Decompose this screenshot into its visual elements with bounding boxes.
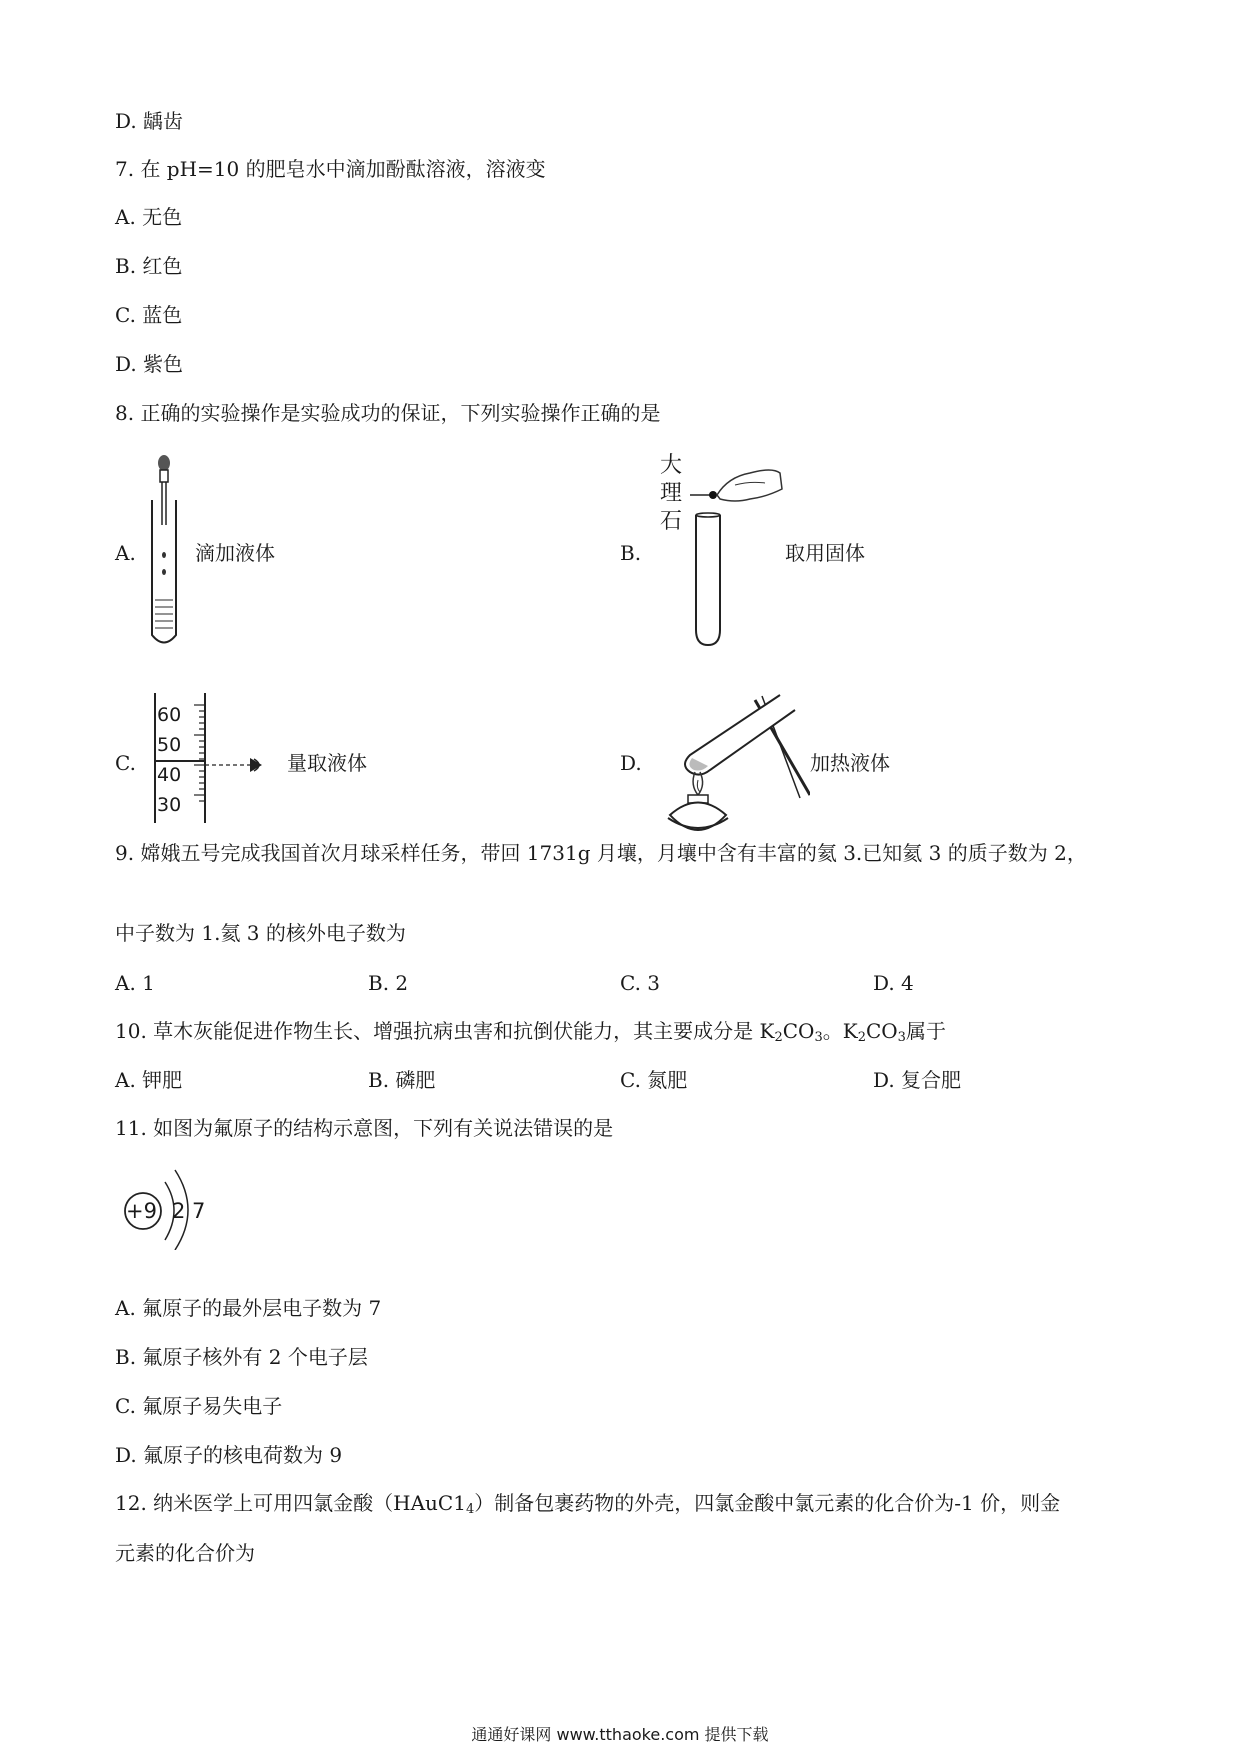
q11-option-d: D. 氟原子的核电荷数为 9: [115, 1443, 343, 1467]
q10-option-b: B. 磷肥: [368, 1068, 436, 1092]
cylinder-tick-labels: 60 50 40 30: [157, 704, 182, 816]
q8-d-caption: 加热液体: [810, 751, 890, 775]
q12-stem-line2: 元素的化合价为: [115, 1541, 255, 1565]
q10-option-d: D. 复合肥: [873, 1068, 962, 1092]
marble-tag: 大 理 石: [660, 453, 683, 534]
q8-a-caption: 滴加液体: [195, 541, 275, 565]
q11-option-c: C. 氟原子易失电子: [115, 1394, 283, 1418]
q10-option-c: C. 氮肥: [620, 1068, 688, 1092]
dropper-tube-figure: [145, 455, 195, 650]
q11-option-a: A. 氟原子的最外层电子数为 7: [115, 1296, 382, 1320]
heating-tube-figure: [650, 690, 810, 840]
q8-c-caption: 量取液体: [287, 751, 367, 775]
q9-option-b: B. 2: [368, 971, 409, 995]
nucleus-charge: +9: [126, 1199, 157, 1223]
q9-option-c: C. 3: [620, 971, 661, 995]
q7-stem: 7. 在 pH=10 的肥皂水中滴加酚酞溶液，溶液变: [115, 157, 546, 181]
q7-option-b: B. 红色: [115, 254, 183, 278]
shell-2-electrons: 7: [192, 1199, 206, 1223]
q6-option-d: D. 龋齿: [115, 109, 184, 133]
shell-1-electrons: 2: [172, 1199, 186, 1223]
q8-b-caption: 取用固体: [785, 541, 865, 565]
q8-d-label: D.: [620, 751, 642, 775]
q8-a-label: A.: [115, 541, 136, 565]
q9-option-d: D. 4: [873, 971, 914, 995]
q7-option-a: A. 无色: [115, 205, 183, 229]
q9-option-a: A. 1: [115, 971, 155, 995]
q11-stem: 11. 如图为氟原子的结构示意图，下列有关说法错误的是: [115, 1116, 614, 1140]
q8-stem: 8. 正确的实验操作是实验成功的保证，下列实验操作正确的是: [115, 401, 661, 425]
q10-stem: 10. 草木灰能促进作物生长、增强抗病虫害和抗倒伏能力，其主要成分是 $K_2CO_3$。$K_2CO_3$属于: [115, 1019, 946, 1045]
q10-option-a: A. 钾肥: [115, 1068, 183, 1092]
page-footer: 通通好课网 www.tthaoke.com 提供下载: [471, 1725, 769, 1744]
q9-stem-line1: 9. 嫦娥五号完成我国首次月球采样任务，带回 1731g 月壤，月壤中含有丰富的氦 3.已知氦 3 的质子数为 2，: [115, 841, 1087, 865]
q7-option-c: C. 蓝色: [115, 303, 183, 327]
q7-option-d: D. 紫色: [115, 352, 184, 376]
q11-option-b: B. 氟原子核外有 2 个电子层: [115, 1345, 368, 1369]
q8-c-label: C.: [115, 751, 136, 775]
q12-stem-line1: 12. 纳米医学上可用四氯金酸$(HAuC1_4)$制备包裹药物的外壳，四氯金酸中氯元素的化合价为-1 价，则金: [115, 1491, 1061, 1517]
q9-stem-line2: 中子数为 1.氦 3 的核外电子数为: [115, 921, 406, 945]
q8-b-label: B.: [620, 541, 642, 565]
marble-tube-figure: [680, 455, 790, 650]
